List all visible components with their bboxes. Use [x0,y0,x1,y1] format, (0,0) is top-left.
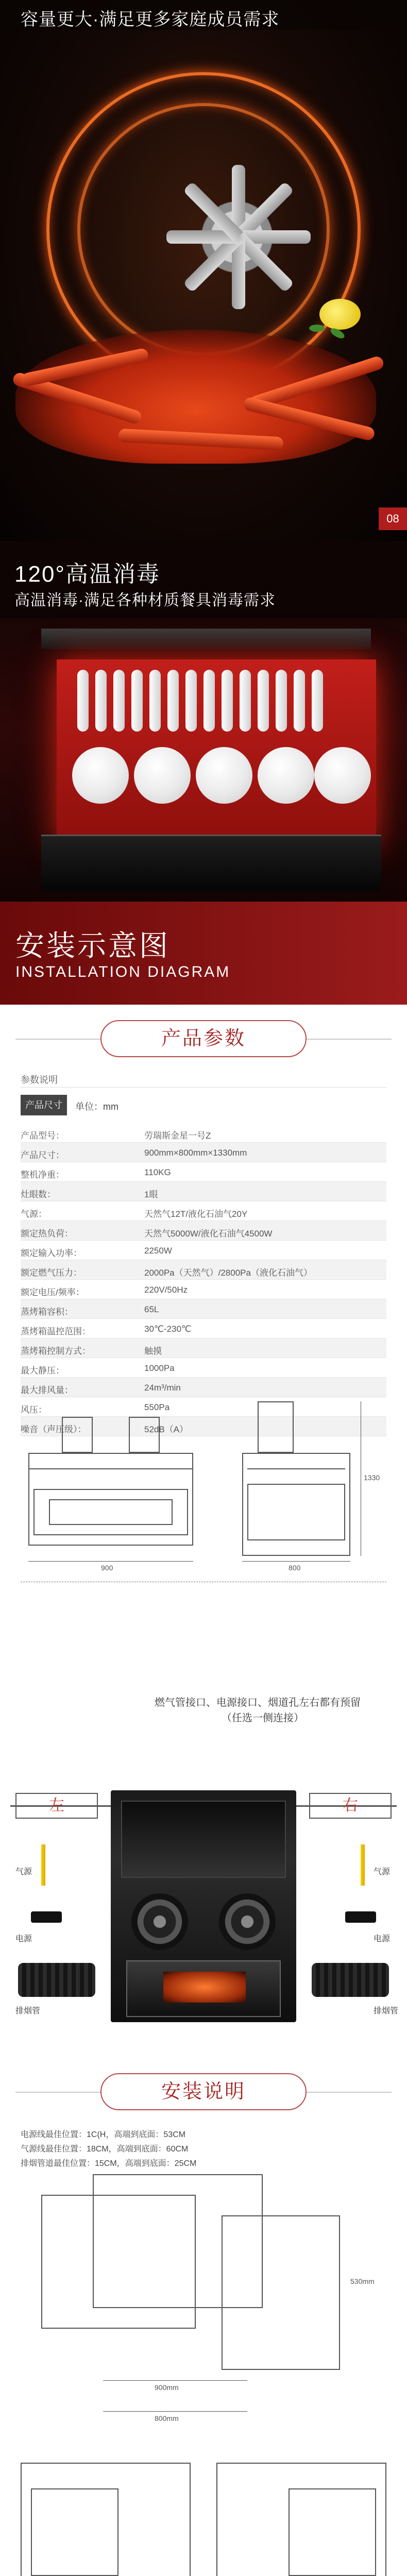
param-row [21,1299,386,1319]
install-notes-section [0,2061,407,2576]
param-key: 噪音（声压级）： [21,1425,87,1434]
param-row [21,1397,386,1417]
param-key: 蒸烤箱控制方式： [21,1346,91,1356]
dim-a: 900mm [155,2383,179,2392]
oven-hero [0,0,407,541]
dim-b: 800mm [155,2414,179,2422]
install-header [0,902,407,1005]
param-value: 劳瑞斯金星一号Z [144,1131,211,1141]
oven-caption: 容量更大·满足更多家庭成员需求 [0,0,407,30]
param-key: 最大排风量： [21,1385,73,1395]
param-row [21,1338,386,1358]
right-duct-label: 排烟管 [374,2007,399,2015]
lemon-garnish [319,299,361,330]
left-power-label: 电源 [15,1935,32,1943]
dim-depth: 800 [289,1564,301,1572]
param-key: 额定热负荷： [21,1229,73,1239]
param-row [21,1143,386,1162]
page-badge: 08 [379,507,407,530]
param-row [21,1358,386,1378]
param-value: 天然气12T/液化石油气20Y [144,1209,248,1219]
param-value: 2000Pa（天然气）/2800Pa（液化石油气） [144,1268,312,1278]
param-row [21,1123,386,1143]
dim-width: 900 [101,1564,113,1572]
right-gas-label: 气源 [374,1868,391,1876]
param-value: 24m³/min [144,1383,181,1393]
param-key: 蒸烤箱容积： [21,1307,73,1317]
param-key: 额定燃气压力： [21,1268,82,1278]
left-side-label: 左 [15,1793,98,1819]
install-title: 安装示意图 [15,929,170,962]
param-value: 天然气5000W/液化石油气4500W [144,1229,273,1239]
param-row [21,1319,386,1338]
install-subtitle: INSTALLATION DIAGRAM [15,963,231,980]
param-key: 整机净重： [21,1170,64,1180]
left-gas-label: 气源 [15,1868,32,1876]
param-key: 额定电压/频率： [21,1287,84,1297]
param-key: 产品尺寸： [21,1150,64,1160]
param-row [21,1280,386,1299]
param-row [21,1201,386,1221]
param-row [21,1241,386,1260]
connection-section [0,1674,407,2061]
param-value: 110KG [144,1167,171,1177]
param-row [21,1221,386,1241]
right-power-label: 电源 [374,1935,391,1943]
connection-note: 燃气管接口、电源接口、烟道孔左右都有预留 （任选一侧连接） [155,1697,361,1724]
convection-fan [155,155,319,319]
param-value: 220V/50Hz [144,1285,188,1295]
param-key: 风压： [21,1405,47,1415]
param-row [21,1182,386,1201]
param-row [21,1162,386,1182]
param-value: 52dB（A） [144,1425,189,1434]
param-value: 1000Pa [144,1363,175,1373]
param-key: 蒸烤箱温控范围： [21,1327,91,1336]
param-key: 最大静压： [21,1366,64,1376]
disinfect-cabinet-image [0,618,407,902]
param-row [21,1378,386,1397]
param-value: 550Pa [144,1402,170,1412]
param-value: 65L [144,1304,159,1314]
param-value: 1眼 [144,1190,158,1199]
params-section-title: 产品参数 [100,1020,307,1057]
param-key: 气源： [21,1209,47,1219]
install-intro: 电源线最佳位置：1C(H，高端到底面：53CM 气源线最佳位置：18CM，高端到底面：60CM 排烟管道最佳位置：15CM，高端到底面：25CM [21,2130,197,2168]
param-value: 30℃-230℃ [144,1324,192,1334]
params-ref-label: 参数说明 [21,1075,58,1085]
param-value: 2250W [144,1246,172,1256]
size-tag: 产品尺寸 [21,1095,67,1115]
divider [15,1039,100,1040]
disinfect-subtitle: 高温消毒·满足各种材质餐具消毒需求 [14,592,276,609]
integrated-stove-image [111,1790,296,2022]
dim-height: 1330 [364,1473,380,1482]
dim-d: 530mm [350,2277,375,2285]
disinfect-section [0,541,407,902]
param-key: 灶眼数： [21,1190,56,1199]
left-duct-label: 排烟管 [15,2007,41,2015]
install-notes-title: 安装说明 [100,2073,307,2110]
param-value: 900mm×800mm×1330mm [144,1148,247,1158]
param-value: 触摸 [144,1346,162,1356]
param-key: 额定输入功率： [21,1248,82,1258]
disinfect-title: 120°高温消毒 [14,562,161,587]
param-key: 产品型号： [21,1131,64,1141]
size-unit: 单位：mm [75,1101,118,1112]
right-side-label: 右 [309,1793,392,1819]
divider [307,1039,392,1040]
params-section [0,1005,407,1674]
param-row [21,1260,386,1280]
